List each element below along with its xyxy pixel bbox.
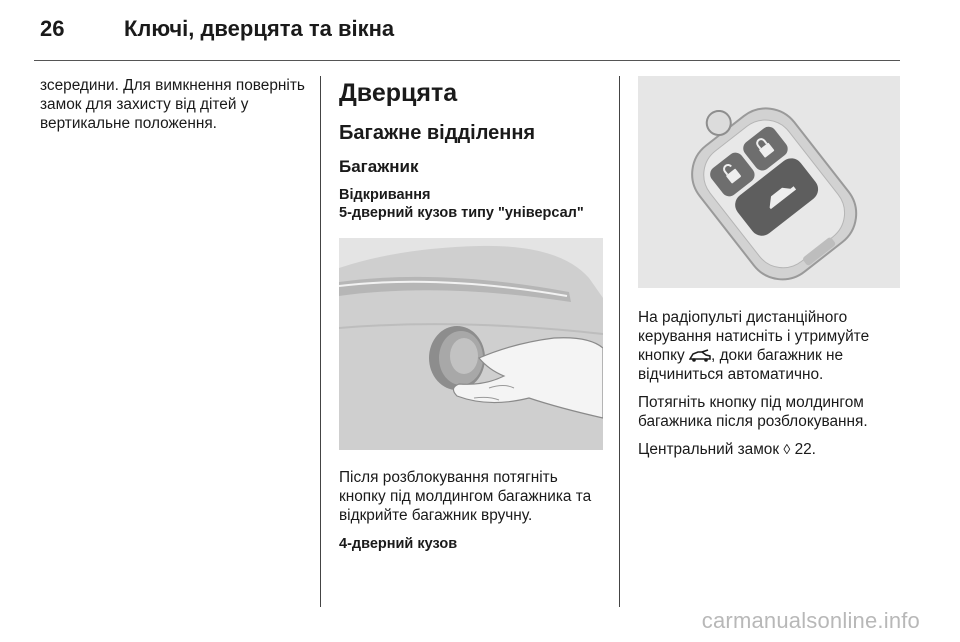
column-2 [339, 76, 605, 553]
column-divider-1 [320, 76, 321, 607]
pull-button-paragraph: Потягніть кнопку під молдингом багажника після розблокування. [638, 394, 868, 430]
column-1 [40, 76, 306, 133]
trunk-handle-illustration [339, 238, 603, 450]
remote-trunk-paragraph [638, 308, 902, 384]
watermark: carmanualsonline.info [701, 608, 920, 633]
column-divider-2 [619, 76, 620, 607]
central-lock-reference [638, 440, 902, 459]
page-title: Ключі, дверцята та вікна [124, 16, 395, 41]
header-divider [34, 60, 900, 61]
subsection-heading-luggage: Багажне відділення [339, 122, 536, 144]
trunk-icon [689, 349, 711, 363]
central-lock-page: 22. [794, 441, 816, 458]
trunk-open-caption: Після розблокування потягніть кнопку під молдингом багажника та відкрийте багажник вручну. [339, 469, 592, 524]
remote-paragraph-start: На радіопульті дистанційного керування натисніть і утримуйте кнопку [638, 309, 870, 364]
heading-4-door: 4-дверний кузов [339, 536, 458, 552]
page-number: 26 [40, 16, 65, 41]
child-lock-paragraph: зсередини. Для вимкнення поверніть замок для захисту від дітей у вертикальне положення. [40, 77, 305, 132]
remote-key-illustration [638, 76, 900, 288]
heading-5-door-wagon: 5-дверний кузов типу "універсал" [339, 205, 584, 221]
page-header [0, 0, 960, 62]
heading-trunk: Багажник [339, 157, 419, 176]
central-lock-label: Центральний замок [638, 441, 780, 458]
page-reference-icon: ◊ [783, 441, 791, 457]
section-heading-doors: Дверцята [339, 79, 458, 107]
remote-paragraph-end: , доки багажник не відчиниться автоматично. [638, 347, 844, 383]
column-3 [638, 76, 902, 459]
heading-opening: Відкривання [339, 187, 431, 203]
